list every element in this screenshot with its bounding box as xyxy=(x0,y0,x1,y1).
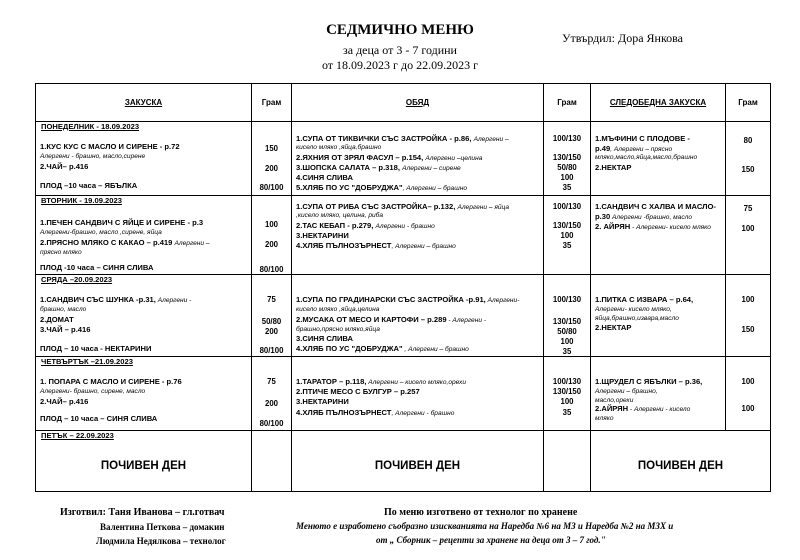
grams: 100 xyxy=(264,220,278,229)
grams: 130/150 xyxy=(552,387,582,396)
breakfast-item: 2.ЧАЙ– р.416 xyxy=(40,162,89,171)
breakfast-item: 1.САНДВИЧ СЪС ШУНКА -р.31, Алергени - xyxy=(40,295,192,304)
breakfast-item: 1.КУС КУС С МАСЛО И СИРЕНЕ - р.72 xyxy=(40,142,180,151)
prepared-by: Изготвил: Таня Иванова – гл.готвач xyxy=(60,507,225,518)
grams: 200 xyxy=(264,240,278,249)
day-row-wednesday xyxy=(36,275,771,357)
grams: 50/80 xyxy=(557,327,577,336)
snack-item: 1.САНДВИЧ С ХАЛВА И МАСЛО- xyxy=(595,202,716,211)
allergens: Алергени - брашно, масло,сирене xyxy=(40,153,146,160)
lunch-item: 4.СИНЯ СЛИВА xyxy=(296,173,353,182)
allergens: кисело мляко ,яйца,брашно xyxy=(296,144,382,151)
grams: 75 xyxy=(743,204,753,213)
header-row xyxy=(36,84,771,122)
grams: 80 xyxy=(743,136,753,145)
grams: 75 xyxy=(267,295,276,304)
grams: 50/80 xyxy=(261,317,282,326)
lunch-item: 5.ХЛЯБ ПО УС "ДОБРУДЖА", Алергени – брашно xyxy=(296,183,467,192)
lunch-item: 4.ХЛЯБ ПЪЛНОЗЪРНЕСТ, Алергени - брашно xyxy=(296,408,455,417)
allergens: яйца,брашно,извара,масло xyxy=(595,315,679,322)
grams: 80/100 xyxy=(259,419,284,428)
lunch-item: 1.СУПА ОТ ТИКВИЧКИ СЪС ЗАСТРОЙКА - р.86, Алергени – xyxy=(296,134,509,143)
breakfast-item: 2.ДОМАТ xyxy=(40,315,74,324)
day-label: ЧЕТВЪРТЪК –21.09.2023 xyxy=(41,357,133,366)
grams: 100/130 xyxy=(552,295,582,304)
breakfast-item: 2.ЧАЙ– р.416 xyxy=(40,397,89,406)
regulation-note: Менюто е изработено съобразно изискванията на Наредба №6 на МЗ и Наредба №2 на МЗХ и xyxy=(296,521,674,531)
grams: 80/100 xyxy=(259,346,284,355)
staff-name: Валентина Петкова – домакин xyxy=(100,522,225,532)
grams: 100 xyxy=(560,397,574,406)
snack-item: р.30 Алергени -брашно, масло xyxy=(595,212,693,221)
day-row-tuesday xyxy=(36,196,771,275)
rest-day: ПОЧИВЕН ДЕН xyxy=(374,460,461,472)
allergens: масло,орехи xyxy=(595,397,634,404)
day-row-thursday xyxy=(36,357,771,431)
grams: 100 xyxy=(741,224,755,233)
grams: 35 xyxy=(562,183,572,192)
grams: 100 xyxy=(560,337,574,346)
allergens: Алергени – брашно, xyxy=(595,388,658,395)
grams: 35 xyxy=(562,241,572,250)
allergens: брашно, масло xyxy=(40,306,87,313)
lunch-item: 3.НЕКТАРИНИ xyxy=(296,231,349,240)
snack-item: 1.ПИТКА С ИЗВАРА – р.64, xyxy=(595,295,694,304)
grams: 100 xyxy=(741,295,755,304)
grams: 200 xyxy=(264,399,278,408)
snack-header: СЛЕДОБЕДНА ЗАКУСКА xyxy=(591,84,726,122)
allergens: мляко xyxy=(595,415,614,422)
menu-table xyxy=(35,83,771,492)
lunch-item: 2.ПТИЧЕ МЕСО С БУЛГУР – р.257 xyxy=(296,387,420,396)
lunch-item: 1.СУПА ПО ГРАДИНАРСКИ СЪС ЗАСТРОЙКА -р.91, Алергени- xyxy=(296,295,520,304)
lunch-item: 4.ХЛЯБ ПЪЛНОЗЪРНЕСТ, Алергени – брашно xyxy=(296,241,456,250)
breakfast-item: 2.ПРЯСНО МЛЯКО С КАКАО – р.419 Алергени – xyxy=(40,238,210,247)
lunch-item: 1.СУПА ОТ РИБА СЪС ЗАСТРОЙКА– р.132, Алергени – яйца xyxy=(296,202,510,211)
breakfast-item: 3.ЧАЙ – р.416 xyxy=(40,325,91,334)
grams: 100 xyxy=(741,404,755,413)
snack-item: 2.АЙРЯН - Алергени - кисело xyxy=(595,404,691,413)
allergens: ,кисело мляко, целина, риба xyxy=(296,212,384,219)
fruit-item: ПЛОД -10 часа – СИНЯ СЛИВА xyxy=(40,263,154,272)
allergens: Алергени- кисело мляко, xyxy=(595,306,672,313)
lunch-item: 4.ХЛЯБ ПО УС "ДОБРУДЖА" , Алергени – брашно xyxy=(296,344,469,353)
allergens: Алергени- брашно, сирене, масло xyxy=(40,388,146,395)
lunch-item: 3.НЕКТАРИНИ xyxy=(296,397,349,406)
grams: 75 xyxy=(267,377,276,386)
snack-item: 2.НЕКТАР xyxy=(595,163,632,172)
grams: 130/150 xyxy=(552,153,582,162)
snack-item: 1.МЪФИНИ С ПЛОДОВЕ - xyxy=(595,134,690,143)
grams: 200 xyxy=(264,327,278,336)
grams: 100 xyxy=(560,231,574,240)
day-label: СРЯДА –20.09.2023 xyxy=(41,275,113,284)
allergens: мляко,масло,яйца,масло,брашно xyxy=(595,154,698,161)
grams: 200 xyxy=(264,164,278,173)
snack-item: 2.НЕКТАР xyxy=(595,323,632,332)
staff-name: Людмила Недялкова – технолог xyxy=(96,536,226,546)
grams: 35 xyxy=(562,347,572,356)
lunch-item: 2.МУСАКА ОТ МЕСО И КАРТОФИ – р.289 - Алергени - xyxy=(296,315,487,324)
day-row-monday xyxy=(36,122,771,196)
breakfast-item: 1. ПОПАРА С МАСЛО И СИРЕНЕ - р.76 xyxy=(40,377,182,386)
lunch-item: 2.ЯХНИЯ ОТ ЗРЯЛ ФАСУЛ – р.154, Алергени –целина xyxy=(296,153,483,162)
grams: 80/100 xyxy=(259,183,284,192)
grams: 150 xyxy=(264,144,278,153)
grams: 50/80 xyxy=(557,163,577,172)
allergens: прясно мляко xyxy=(40,249,82,256)
grams: 150 xyxy=(741,325,755,334)
breakfast-header: ЗАКУСКА xyxy=(36,84,252,122)
fruit-item: ПЛОД –10 часа – ЯБЪЛКА xyxy=(40,181,138,190)
rest-day: ПОЧИВЕН ДЕН xyxy=(637,460,724,472)
snack-item: 2. АЙРЯН - Алергени- кисело мляко xyxy=(595,222,711,231)
day-label: ВТОРНИК - 19.09.2023 xyxy=(41,196,122,205)
lunch-item: 3.СИНЯ СЛИВА xyxy=(296,334,353,343)
lunch-item: 3.ШОПСКА САЛАТА – р.318, Алергени – сирене xyxy=(296,163,461,172)
fruit-item: ПЛОД – 10 часа – СИНЯ СЛИВА xyxy=(40,414,158,423)
gram-header: Грам xyxy=(252,84,292,122)
allergens: кисело мляко ,яйца,целина xyxy=(296,306,380,313)
breakfast-item: 1.ПЕЧЕН САНДВИЧ С ЯЙЦЕ И СИРЕНЕ - р.3 xyxy=(40,218,204,227)
menu-title: СЕДМИЧНО МЕНЮ xyxy=(326,22,474,38)
period-subtitle: от 18.09.2023 г до 22.09.2023 г xyxy=(321,58,479,72)
day-label: ПЕТЪК – 22.09.2023 xyxy=(41,431,114,440)
grams: 100 xyxy=(741,377,755,386)
gram-header: Грам xyxy=(726,84,771,122)
grams: 150 xyxy=(741,165,755,174)
allergens: Алергени-брашно, масло ,сирене, яйца xyxy=(40,229,162,236)
technologist-note: По меню изготвено от технолог по хранене xyxy=(384,507,578,518)
approved-by: Утвърдил: Дора Янкова xyxy=(562,31,683,45)
regulation-note: от „ Сборник – рецепти за хранене на деца от 3 – 7 год." xyxy=(376,535,606,545)
grams: 100/130 xyxy=(552,377,582,386)
grams: 100 xyxy=(560,173,574,182)
grams: 100/130 xyxy=(552,134,582,143)
day-label: ПОНЕДЕЛНИК - 18.09.2023 xyxy=(41,122,140,131)
grams: 130/150 xyxy=(552,317,582,326)
allergens: брашно,прясно мляко,яйца xyxy=(296,326,380,333)
snack-item: 1.ЩРУДЕЛ С ЯБЪЛКИ – р.36, xyxy=(595,377,703,386)
gram-header: Грам xyxy=(544,84,591,122)
lunch-item: 1.ТАРАТОР – р.118, Алергени – кисело мляко,орехи xyxy=(296,377,466,386)
fruit-item: ПЛОД – 10 часа - НЕКТАРИНИ xyxy=(40,344,152,353)
grams: 80/100 xyxy=(259,265,284,274)
snack-item: р.49, Алергени – прясно xyxy=(595,144,673,153)
lunch-item: 2.ТАС КЕБАП - р.279, Алергени - брашно xyxy=(296,221,435,230)
rest-day: ПОЧИВЕН ДЕН xyxy=(100,460,187,472)
grams: 130/150 xyxy=(552,221,582,230)
lunch-header: ОБЯД xyxy=(292,84,544,122)
grams: 100/130 xyxy=(552,202,582,211)
grams: 35 xyxy=(562,408,572,417)
age-subtitle: за деца от 3 - 7 години xyxy=(343,43,457,57)
day-row-friday xyxy=(36,431,771,492)
